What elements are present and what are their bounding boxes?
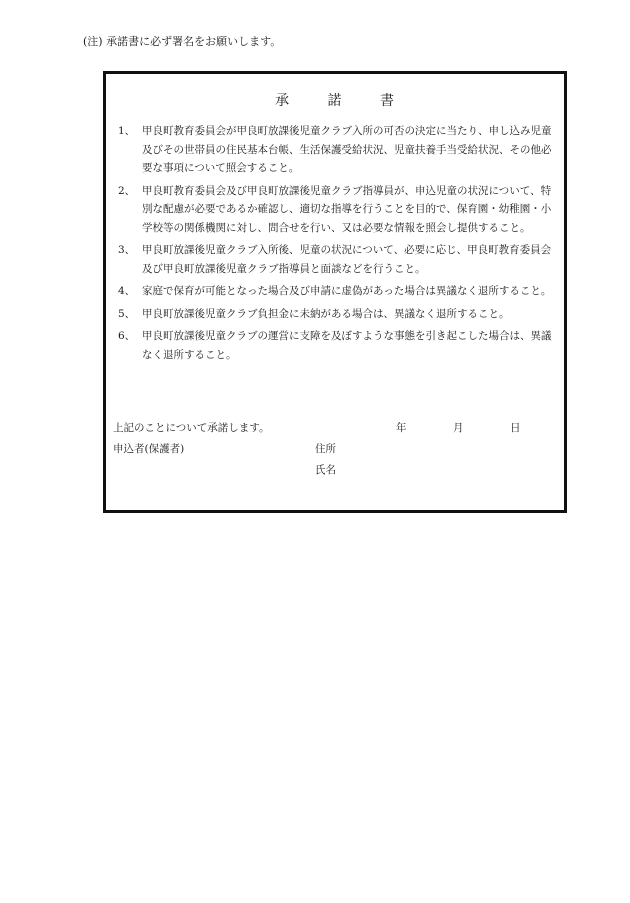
consent-item-2 — [118, 182, 558, 238]
consent-form-box — [103, 71, 567, 513]
applicant-label: 申込者(保護者) — [113, 443, 185, 455]
title-char-3: 書 — [379, 93, 395, 109]
item-number: 1、 — [118, 125, 136, 137]
form-title — [106, 92, 564, 110]
item-text: 甲良町放課後児童クラブ入所後、児童の状況について、必要に応じ、甲良町教育委員会及び甲良町放課後児童クラブ指導員と面談などを行うこと。 — [142, 244, 552, 275]
title-char-2: 諾 — [327, 93, 343, 109]
date-month-label: 月 — [453, 422, 464, 434]
date-year-label: 年 — [396, 422, 407, 434]
date-day-label: 日 — [510, 422, 521, 434]
item-number: 4、 — [118, 285, 136, 297]
title-char-1: 承 — [275, 93, 291, 109]
item-text: 家庭で保育が可能となった場合及び申請に虚偽があった場合は異議なく退所すること。 — [142, 285, 552, 297]
consent-items-list — [118, 122, 558, 368]
item-number: 5、 — [118, 307, 136, 320]
consent-item-3 — [118, 241, 558, 278]
item-number: 3、 — [118, 244, 136, 256]
consent-item-4 — [118, 282, 558, 301]
consent-statement: 上記のことについて承諾します。 — [113, 422, 270, 434]
item-text: 甲良町放課後児童クラブ負担金に未納がある場合は、異議なく退所すること。 — [142, 307, 510, 320]
name-label: 氏名 — [315, 464, 336, 476]
consent-statement-row — [113, 421, 553, 435]
signature-note: (注) 承諾書に必ず署名をお願いします。 — [83, 35, 282, 48]
consent-item-1 — [118, 122, 558, 178]
item-number: 6、 — [118, 330, 136, 342]
item-text: 甲良町放課後児童クラブの運営に支障を及ぼすような事態を引き起こした場合は、異議なく退所すること。 — [142, 330, 552, 361]
address-label: 住所 — [315, 443, 336, 455]
item-text: 甲良町教育委員会及び甲良町放課後児童クラブ指導員が、申込児童の状況について、特別な配慮が必要であるか確認し、適切な指導を行うことを目的で、保育園・幼稚園・小学校等の関係機関に対し、問合せを行い、又は必要な情報を照会し提供すること。 — [142, 184, 552, 234]
item-text: 甲良町教育委員会が甲良町放課後児童クラブ入所の可否の決定に当たり、申し込み児童及びその世帯員の住民基本台帳、生活保護受給状況、児童扶養手当受給状況、その他必要な事項について照会すること。 — [142, 125, 552, 174]
consent-item-6 — [118, 327, 558, 364]
consent-item-5 — [118, 305, 558, 324]
item-number: 2、 — [118, 184, 136, 197]
